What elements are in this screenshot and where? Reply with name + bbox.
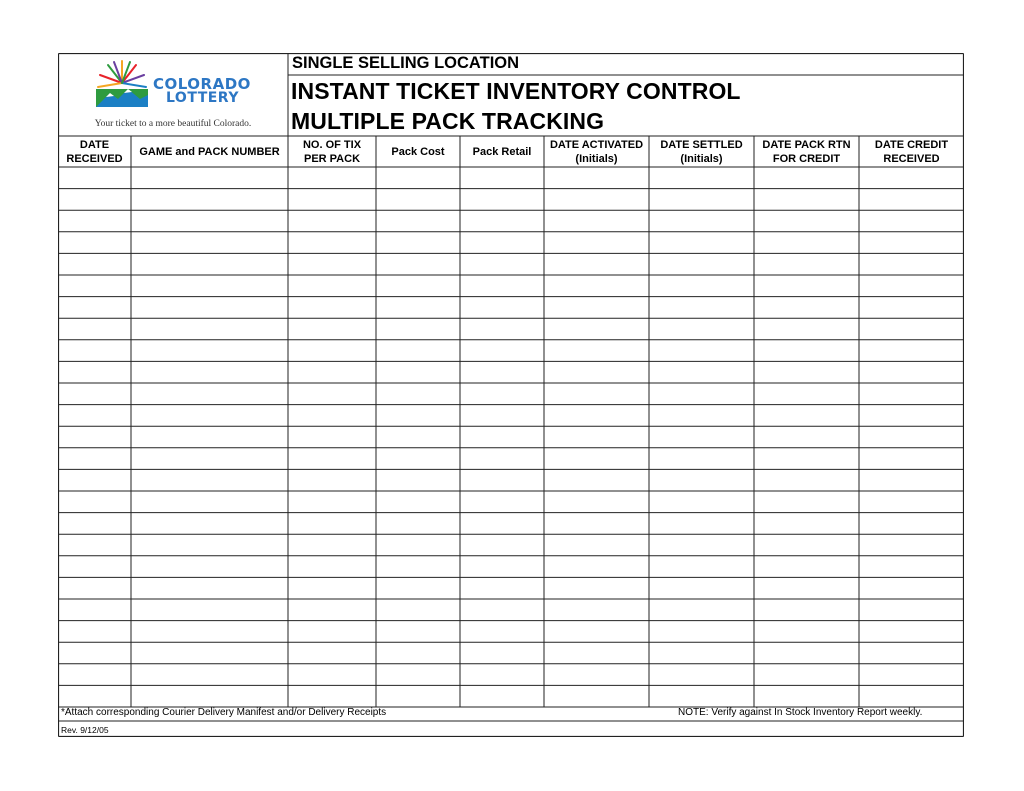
footer-attach-note: *Attach corresponding Courier Delivery Manifest and/or Delivery Receipts — [61, 707, 387, 718]
form-subtitle: SINGLE SELLING LOCATION — [292, 54, 520, 72]
footer-verify-note: NOTE: Verify against In Stock Inventory Report weekly. — [678, 707, 923, 718]
form-title: INSTANT TICKET INVENTORY CONTROL — [291, 78, 741, 104]
column-header-line2: GAME and PACK NUMBER — [139, 145, 280, 158]
logo-tagline: Your ticket to a more beautiful Colorado. — [94, 119, 252, 129]
logo-word-colorado: COLORADO — [153, 75, 251, 93]
column-header-line1: DATE — [79, 138, 110, 151]
column-header-4 — [460, 136, 544, 167]
column-header-line1: DATE CREDIT — [874, 138, 949, 151]
column-header-line2: Pack Retail — [472, 145, 532, 158]
column-header-2 — [288, 136, 376, 167]
column-header-8 — [859, 136, 964, 167]
revision-label: Rev. 9/12/05 — [61, 725, 109, 735]
column-header-line1: DATE ACTIVATED — [549, 138, 644, 151]
colorado-lottery-logo — [58, 53, 288, 135]
fireworks-mountain-icon — [92, 57, 152, 113]
column-header-7 — [754, 136, 859, 167]
column-header-3 — [376, 136, 460, 167]
column-header-line2: (Initials) — [575, 152, 618, 165]
column-header-0 — [58, 136, 131, 167]
column-header-line2: FOR CREDIT — [772, 152, 841, 165]
column-header-line2: RECEIVED — [883, 152, 940, 165]
logo-word-lottery: LOTTERY — [166, 90, 239, 106]
column-header-line2: (Initials) — [680, 152, 723, 165]
column-header-line1: NO. OF TIX — [302, 138, 362, 151]
column-header-line2: Pack Cost — [391, 145, 445, 158]
form-title-line2: MULTIPLE PACK TRACKING — [291, 108, 605, 134]
column-header-line2: RECEIVED — [66, 152, 123, 165]
column-header-6 — [649, 136, 754, 167]
column-header-line1: DATE PACK RTN — [762, 138, 851, 151]
inventory-form — [58, 53, 964, 737]
column-header-5 — [544, 136, 649, 167]
column-header-1 — [131, 136, 288, 167]
column-header-line2: PER PACK — [303, 152, 361, 165]
column-header-line1: DATE SETTLED — [660, 138, 743, 151]
